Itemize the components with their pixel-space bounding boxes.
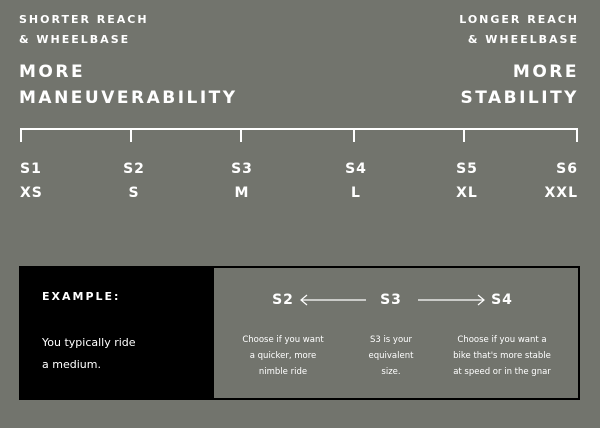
- example-size-center: S3: [380, 292, 402, 308]
- example-desc-center: S3 is your equivalent size.: [368, 335, 414, 377]
- size-name-xs: XS: [20, 185, 43, 201]
- example-text: You typically ride a medium.: [42, 336, 136, 371]
- scale-tick: [353, 128, 355, 142]
- longer-reach-label: LONGER REACH & WHEELBASE: [459, 13, 579, 46]
- size-code-s6: S6: [556, 161, 578, 177]
- scale-tick: [130, 128, 132, 142]
- arrow-right-icon: [417, 294, 487, 306]
- scale-tick: [463, 128, 465, 142]
- arrow-left-icon: [299, 294, 367, 306]
- size-code-s4: S4: [345, 161, 367, 177]
- size-code-s5: S5: [456, 161, 478, 177]
- size-code-s1: S1: [20, 161, 42, 177]
- size-name-m: M: [234, 185, 250, 201]
- example-size-left: S2: [272, 292, 294, 308]
- scale-tick: [576, 128, 578, 142]
- more-maneuverability-label: MORE MANEUVERABILITY: [19, 62, 238, 108]
- size-code-s2: S2: [123, 161, 145, 177]
- example-panel: [21, 268, 214, 398]
- scale-line: [20, 128, 578, 130]
- example-heading: EXAMPLE:: [42, 290, 121, 303]
- example-size-right: S4: [491, 292, 513, 308]
- size-name-xxl: XXL: [544, 185, 578, 201]
- size-name-l: L: [351, 185, 361, 201]
- scale-tick: [20, 128, 22, 142]
- size-name-xl: XL: [456, 185, 478, 201]
- scale-tick: [240, 128, 242, 142]
- more-stability-label: MORE STABILITY: [460, 62, 579, 108]
- size-code-s3: S3: [231, 161, 253, 177]
- example-desc-left: Choose if you want a quicker, more nimble ride: [242, 335, 324, 377]
- shorter-reach-label: SHORTER REACH & WHEELBASE: [19, 13, 149, 46]
- example-box: [19, 266, 580, 400]
- example-desc-right: Choose if you want a bike that's more stable at speed or in the gnar: [453, 335, 551, 377]
- size-name-s: S: [128, 185, 140, 201]
